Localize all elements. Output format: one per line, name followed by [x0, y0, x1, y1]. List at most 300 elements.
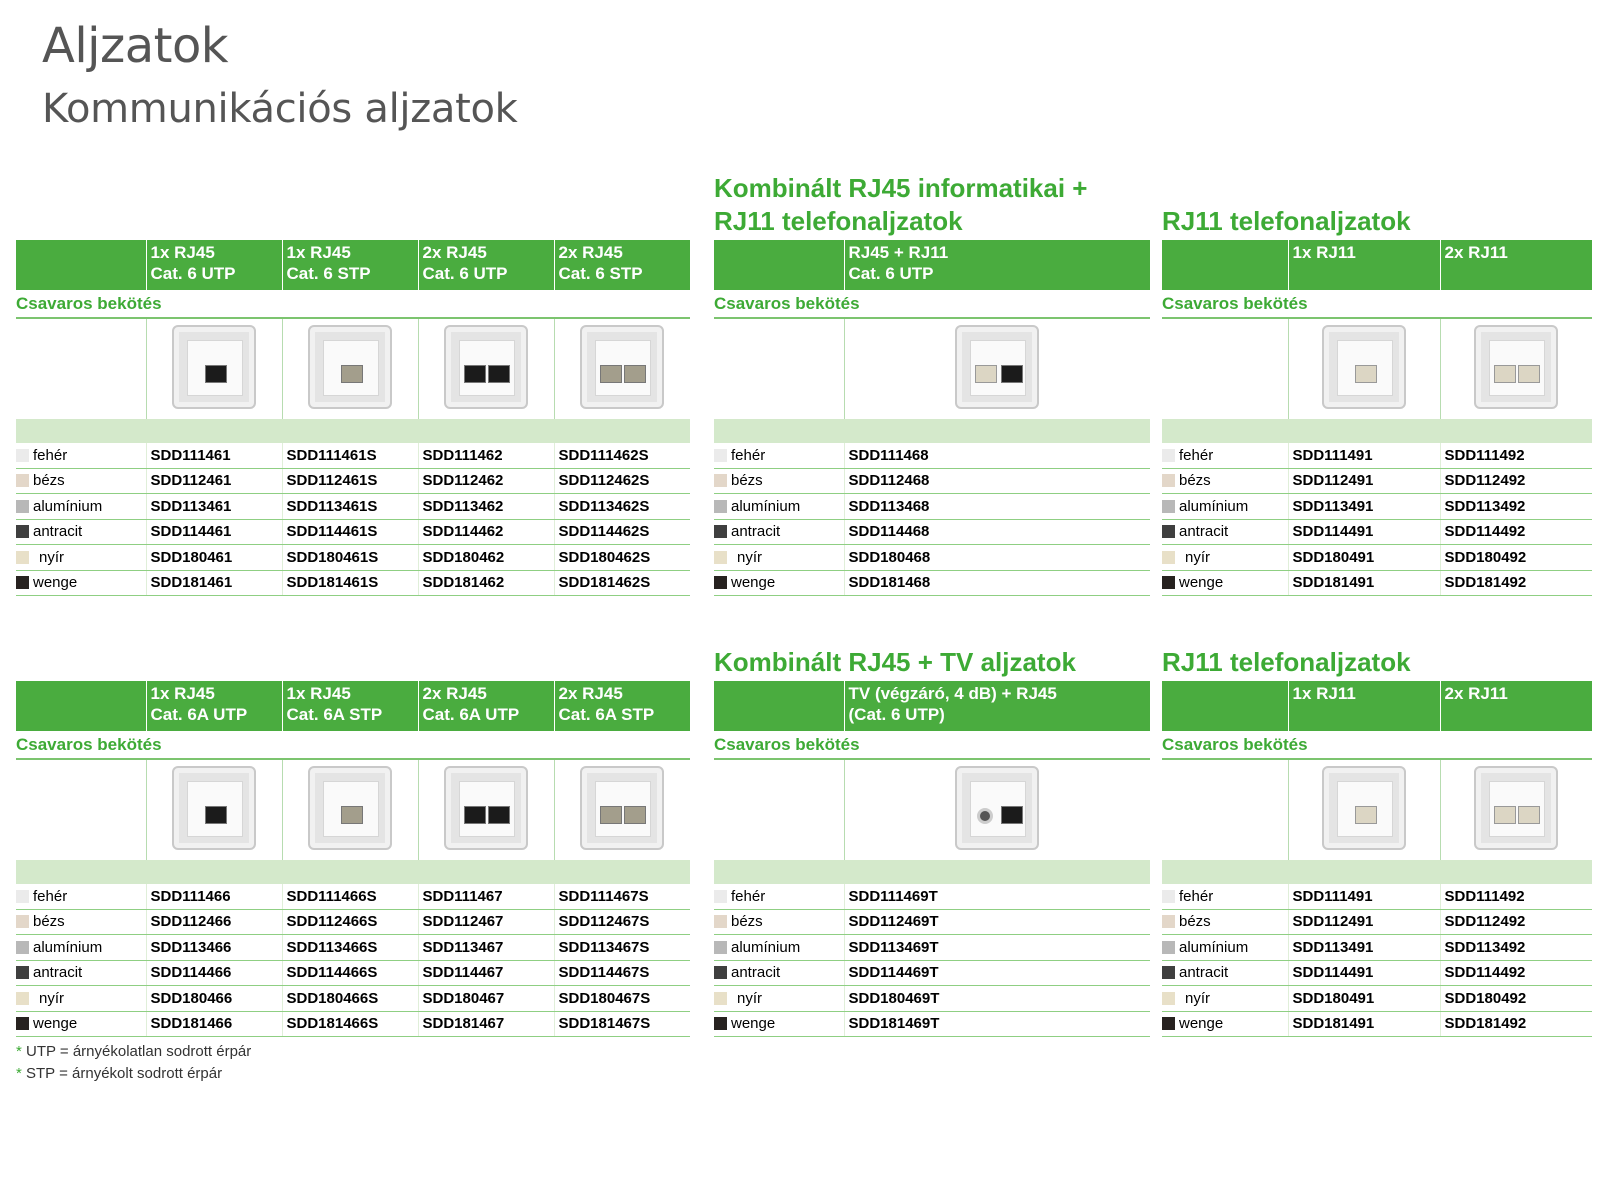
color-swatch	[714, 449, 727, 462]
color-cell	[1162, 519, 1288, 545]
connection-label: Csavaros bekötés	[714, 290, 1150, 318]
column-header	[1288, 240, 1440, 290]
column-header-line: 1x RJ45	[286, 684, 351, 703]
header-row	[1162, 240, 1592, 290]
product-code: SDD111461	[146, 443, 282, 468]
image-empty-cell	[1162, 318, 1288, 419]
socket-image	[172, 766, 256, 850]
product-code: SDD114492	[1440, 519, 1592, 545]
column-header-line: (Cat. 6 UTP)	[848, 705, 945, 724]
header-empty-cell	[1162, 240, 1288, 290]
image-row	[714, 759, 1150, 860]
table-row	[16, 468, 690, 494]
product-code: SDD112467	[418, 909, 554, 935]
block-rj11-top	[1162, 206, 1592, 596]
table-row	[714, 960, 1150, 986]
color-swatch	[16, 992, 29, 1005]
color-cell	[1162, 570, 1288, 596]
table-row	[714, 570, 1150, 596]
connection-row	[16, 731, 690, 759]
color-label: wenge	[33, 574, 78, 592]
socket-port	[600, 365, 622, 383]
color-label: antracit	[33, 523, 83, 541]
band-cell	[16, 860, 690, 884]
image-row	[1162, 759, 1592, 860]
product-code: SDD112462S	[554, 468, 690, 494]
band-row	[1162, 419, 1592, 443]
product-code: SDD111462	[418, 443, 554, 468]
color-swatch	[1162, 551, 1175, 564]
column-header-line: 2x RJ45	[558, 243, 623, 262]
header-row	[714, 240, 1150, 290]
column-header-line: Cat. 6A UTP	[422, 705, 520, 724]
band-row	[714, 860, 1150, 884]
product-code: SDD113467S	[554, 935, 690, 961]
color-label: bézs	[1179, 472, 1211, 490]
image-cell	[1440, 759, 1592, 860]
product-code: SDD180462	[418, 545, 554, 571]
column-header	[418, 240, 554, 290]
product-code: SDD111491	[1288, 884, 1440, 909]
product-code: SDD112491	[1288, 909, 1440, 935]
connection-row	[714, 290, 1150, 318]
color-swatch	[714, 551, 727, 564]
socket-image	[955, 325, 1039, 409]
product-table	[1162, 681, 1592, 1037]
table-row	[714, 1011, 1150, 1037]
color-swatch	[714, 966, 727, 979]
color-cell	[16, 909, 146, 935]
column-header-line: 1x RJ45	[150, 684, 215, 703]
color-swatch	[1162, 474, 1175, 487]
color-swatch	[714, 525, 727, 538]
color-label: bézs	[731, 472, 763, 490]
product-code: SDD180466S	[282, 986, 418, 1012]
product-code: SDD113462S	[554, 494, 690, 520]
color-swatch	[714, 915, 727, 928]
block-rj45-rj11-combo	[714, 173, 1150, 596]
column-header	[146, 240, 282, 290]
table-row	[16, 909, 690, 935]
table-row	[1162, 935, 1592, 961]
image-cell	[554, 318, 690, 419]
coax-port	[977, 808, 993, 824]
table-row	[714, 986, 1150, 1012]
product-code: SDD111466	[146, 884, 282, 909]
socket-port	[600, 806, 622, 824]
column-header	[282, 240, 418, 290]
socket-image	[1474, 325, 1558, 409]
color-cell	[714, 986, 844, 1012]
header-row	[714, 681, 1150, 731]
product-code: SDD111466S	[282, 884, 418, 909]
table-row	[16, 935, 690, 961]
product-code: SDD113492	[1440, 935, 1592, 961]
product-code: SDD181461	[146, 570, 282, 596]
product-code: SDD181467S	[554, 1011, 690, 1037]
product-code: SDD111469T	[844, 884, 1150, 909]
table-row	[16, 1011, 690, 1037]
column-header	[1440, 240, 1592, 290]
band-cell	[1162, 419, 1592, 443]
socket-image	[444, 766, 528, 850]
header-empty-cell	[1162, 681, 1288, 731]
color-label: antracit	[731, 523, 781, 541]
color-swatch	[16, 576, 29, 589]
color-cell	[1162, 468, 1288, 494]
block-heading-line: RJ11 telefonaljzatok	[714, 206, 963, 236]
block-rj45-cat6	[16, 240, 690, 596]
color-swatch	[16, 966, 29, 979]
color-swatch	[714, 890, 727, 903]
column-header-line: 1x RJ45	[150, 243, 215, 262]
color-label: bézs	[1179, 913, 1211, 931]
color-label: antracit	[1179, 523, 1229, 541]
socket-image	[1474, 766, 1558, 850]
image-cell	[554, 759, 690, 860]
band-cell	[16, 419, 690, 443]
color-swatch	[1162, 992, 1175, 1005]
product-code: SDD180466	[146, 986, 282, 1012]
product-code: SDD113468	[844, 494, 1150, 520]
table-row	[1162, 468, 1592, 494]
block-rj45-cat6a	[16, 681, 690, 1037]
block-heading-line: Kombinált RJ45 + TV aljzatok	[714, 647, 1076, 677]
image-empty-cell	[1162, 759, 1288, 860]
band-row	[714, 419, 1150, 443]
table-row	[16, 519, 690, 545]
color-label: antracit	[33, 964, 83, 982]
product-code: SDD111468	[844, 443, 1150, 468]
color-label: alumínium	[1179, 938, 1249, 956]
connection-label: Csavaros bekötés	[1162, 731, 1592, 759]
color-swatch	[1162, 966, 1175, 979]
socket-image	[444, 325, 528, 409]
table-row	[16, 545, 690, 571]
column-header	[1440, 681, 1592, 731]
footnote-utp-text: UTP = árnyékolatlan sodrott érpár	[26, 1043, 252, 1060]
socket-port	[488, 806, 510, 824]
product-code: SDD114461	[146, 519, 282, 545]
color-cell	[16, 443, 146, 468]
color-cell	[16, 986, 146, 1012]
product-code: SDD113491	[1288, 935, 1440, 961]
table-row	[1162, 884, 1592, 909]
product-code: SDD111492	[1440, 884, 1592, 909]
socket-port	[341, 365, 363, 383]
image-cell	[1288, 759, 1440, 860]
color-cell	[714, 1011, 844, 1037]
table-row	[1162, 570, 1592, 596]
product-code: SDD113461	[146, 494, 282, 520]
product-code: SDD113492	[1440, 494, 1592, 520]
color-swatch	[1162, 941, 1175, 954]
block-heading-line: Kombinált RJ45 informatikai +	[714, 173, 1088, 203]
image-row	[714, 318, 1150, 419]
color-label: wenge	[33, 1015, 78, 1033]
image-row	[16, 318, 690, 419]
product-code: SDD180492	[1440, 986, 1592, 1012]
color-label: nyír	[1185, 548, 1211, 566]
color-label: bézs	[33, 913, 65, 931]
connection-label: Csavaros bekötés	[16, 731, 690, 759]
color-swatch	[714, 992, 727, 1005]
product-code: SDD181492	[1440, 1011, 1592, 1037]
color-cell	[1162, 909, 1288, 935]
image-cell	[844, 759, 1150, 860]
color-cell	[714, 884, 844, 909]
product-code: SDD114467	[418, 960, 554, 986]
color-cell	[714, 570, 844, 596]
table-row	[714, 935, 1150, 961]
socket-image	[580, 325, 664, 409]
page-subtitle: Kommunikációs aljzatok	[42, 86, 518, 132]
column-header-line: 2x RJ45	[558, 684, 623, 703]
table-row	[16, 570, 690, 596]
color-swatch	[1162, 500, 1175, 513]
block-rj45-tv-combo	[714, 647, 1150, 1037]
band-row	[1162, 860, 1592, 884]
product-code: SDD180491	[1288, 986, 1440, 1012]
socket-port	[1494, 365, 1516, 383]
image-empty-cell	[16, 318, 146, 419]
product-table	[1162, 240, 1592, 596]
table-row	[714, 519, 1150, 545]
table-row	[16, 494, 690, 520]
header-empty-cell	[714, 240, 844, 290]
product-code: SDD112468	[844, 468, 1150, 494]
product-code: SDD112461	[146, 468, 282, 494]
band-cell	[714, 860, 1150, 884]
socket-port	[464, 806, 486, 824]
header-empty-cell	[16, 681, 146, 731]
product-code: SDD111461S	[282, 443, 418, 468]
product-table	[714, 240, 1150, 596]
product-code: SDD114469T	[844, 960, 1150, 986]
color-swatch	[1162, 525, 1175, 538]
socket-port	[488, 365, 510, 383]
product-code: SDD181462S	[554, 570, 690, 596]
color-cell	[16, 468, 146, 494]
column-header-line: 1x RJ45	[286, 243, 351, 262]
color-swatch	[16, 941, 29, 954]
color-cell	[714, 935, 844, 961]
color-label: wenge	[731, 574, 776, 592]
product-code: SDD114468	[844, 519, 1150, 545]
color-swatch	[16, 915, 29, 928]
product-code: SDD181491	[1288, 1011, 1440, 1037]
color-cell	[16, 545, 146, 571]
block-rj11-bottom	[1162, 647, 1592, 1037]
table-row	[1162, 1011, 1592, 1037]
product-code: SDD112492	[1440, 468, 1592, 494]
product-code: SDD114492	[1440, 960, 1592, 986]
color-label: nyír	[39, 548, 65, 566]
color-cell	[714, 909, 844, 935]
color-label: fehér	[33, 446, 68, 464]
color-label: fehér	[731, 446, 766, 464]
product-code: SDD180467	[418, 986, 554, 1012]
table-row	[16, 443, 690, 468]
color-cell	[16, 1011, 146, 1037]
table-row	[1162, 519, 1592, 545]
socket-image	[308, 325, 392, 409]
header-row	[16, 681, 690, 731]
image-cell	[146, 318, 282, 419]
color-cell	[714, 494, 844, 520]
color-cell	[714, 443, 844, 468]
color-cell	[1162, 443, 1288, 468]
color-label: nyír	[737, 548, 763, 566]
connection-row	[1162, 731, 1592, 759]
socket-port	[975, 365, 997, 383]
color-swatch	[16, 1017, 29, 1030]
socket-port	[464, 365, 486, 383]
connection-row	[714, 731, 1150, 759]
socket-port	[205, 806, 227, 824]
color-swatch	[714, 941, 727, 954]
table-row	[714, 884, 1150, 909]
block-heading	[714, 646, 1076, 679]
table-row	[16, 884, 690, 909]
column-header	[844, 240, 1150, 290]
socket-port	[1355, 806, 1377, 824]
color-swatch	[16, 890, 29, 903]
socket-port	[1518, 365, 1540, 383]
product-code: SDD114491	[1288, 960, 1440, 986]
column-header-line: Cat. 6A STP	[558, 705, 655, 724]
socket-image	[308, 766, 392, 850]
column-header-line: 1x RJ11	[1292, 243, 1356, 262]
image-cell	[282, 759, 418, 860]
band-row	[16, 419, 690, 443]
header-empty-cell	[714, 681, 844, 731]
color-label: bézs	[33, 472, 65, 490]
color-cell	[1162, 935, 1288, 961]
socket-image	[172, 325, 256, 409]
product-code: SDD113462	[418, 494, 554, 520]
block-heading-line: RJ11 telefonaljzatok	[1162, 647, 1411, 677]
product-code: SDD180469T	[844, 986, 1150, 1012]
connection-label: Csavaros bekötés	[1162, 290, 1592, 318]
color-label: wenge	[1179, 1015, 1224, 1033]
color-label: alumínium	[33, 938, 103, 956]
color-swatch	[1162, 915, 1175, 928]
product-code: SDD180461	[146, 545, 282, 571]
product-code: SDD180468	[844, 545, 1150, 571]
product-code: SDD181466S	[282, 1011, 418, 1037]
color-label: nyír	[737, 989, 763, 1007]
image-cell	[418, 318, 554, 419]
product-code: SDD114462	[418, 519, 554, 545]
product-code: SDD180462S	[554, 545, 690, 571]
product-code: SDD114491	[1288, 519, 1440, 545]
color-cell	[1162, 494, 1288, 520]
connection-label: Csavaros bekötés	[714, 731, 1150, 759]
color-cell	[16, 570, 146, 596]
header-row	[1162, 681, 1592, 731]
color-cell	[1162, 986, 1288, 1012]
color-label: alumínium	[731, 497, 801, 515]
color-label: antracit	[731, 964, 781, 982]
table-row	[1162, 443, 1592, 468]
product-table	[16, 681, 690, 1037]
color-label: wenge	[731, 1015, 776, 1033]
column-header-line: Cat. 6 UTP	[150, 264, 236, 283]
product-code: SDD112469T	[844, 909, 1150, 935]
socket-image	[1322, 325, 1406, 409]
color-swatch	[714, 474, 727, 487]
image-cell	[1440, 318, 1592, 419]
table-row	[714, 909, 1150, 935]
product-code: SDD111462S	[554, 443, 690, 468]
product-code: SDD114462S	[554, 519, 690, 545]
column-header-line: Cat. 6A STP	[286, 705, 383, 724]
column-header-line: Cat. 6 STP	[558, 264, 643, 283]
color-cell	[16, 884, 146, 909]
color-swatch	[714, 500, 727, 513]
table-row	[1162, 545, 1592, 571]
product-code: SDD114466	[146, 960, 282, 986]
product-table	[714, 681, 1150, 1037]
header-empty-cell	[16, 240, 146, 290]
column-header-line: 2x RJ45	[422, 243, 487, 262]
product-code: SDD112467S	[554, 909, 690, 935]
color-cell	[1162, 960, 1288, 986]
image-cell	[146, 759, 282, 860]
color-swatch	[1162, 449, 1175, 462]
socket-image	[580, 766, 664, 850]
product-code: SDD180461S	[282, 545, 418, 571]
socket-image	[1322, 766, 1406, 850]
product-code: SDD111491	[1288, 443, 1440, 468]
image-row	[1162, 318, 1592, 419]
image-empty-cell	[714, 759, 844, 860]
column-header-line: RJ45 + RJ11	[848, 243, 949, 262]
product-code: SDD113466	[146, 935, 282, 961]
product-code: SDD181469T	[844, 1011, 1150, 1037]
color-label: nyír	[39, 989, 65, 1007]
color-swatch	[16, 500, 29, 513]
color-swatch	[1162, 890, 1175, 903]
color-label: fehér	[731, 887, 766, 905]
connection-row	[16, 290, 690, 318]
footnote-stp-text: STP = árnyékolt sodrott érpár	[26, 1065, 223, 1082]
color-swatch	[714, 1017, 727, 1030]
product-code: SDD112492	[1440, 909, 1592, 935]
product-code: SDD181468	[844, 570, 1150, 596]
color-label: alumínium	[731, 938, 801, 956]
color-label: antracit	[1179, 964, 1229, 982]
color-cell	[1162, 884, 1288, 909]
color-cell	[714, 468, 844, 494]
column-header-line: Cat. 6A UTP	[150, 705, 248, 724]
color-cell	[714, 545, 844, 571]
image-empty-cell	[714, 318, 844, 419]
color-label: alumínium	[33, 497, 103, 515]
color-label: fehér	[1179, 446, 1214, 464]
product-code: SDD113461S	[282, 494, 418, 520]
table-row	[16, 960, 690, 986]
product-code: SDD181462	[418, 570, 554, 596]
image-cell	[282, 318, 418, 419]
band-cell	[714, 419, 1150, 443]
product-code: SDD113467	[418, 935, 554, 961]
footnote-stp: * STP = árnyékolt sodrott érpár	[16, 1065, 223, 1082]
connection-label: Csavaros bekötés	[16, 290, 690, 318]
socket-port	[1001, 365, 1023, 383]
connection-row	[1162, 290, 1592, 318]
